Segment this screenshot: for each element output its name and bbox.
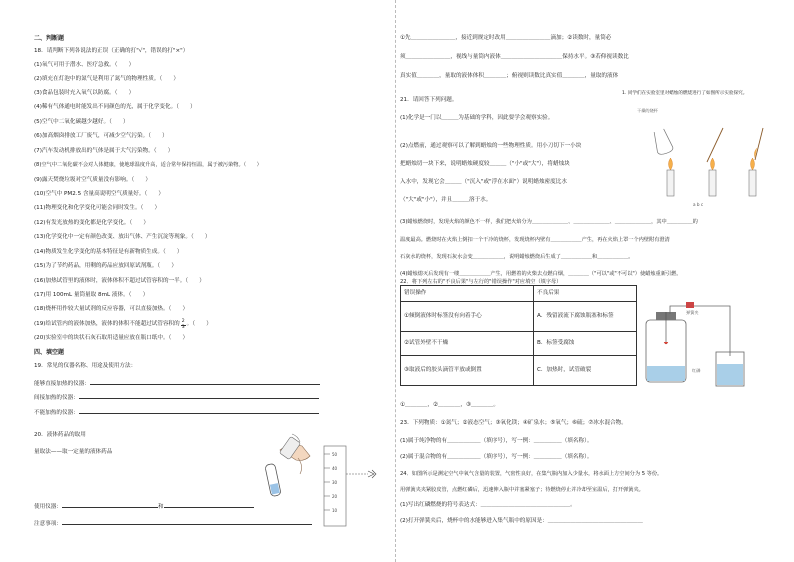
q18-item: (20)实验室中的块状石灰石取用适量应放在瓶口纸中。（ ） xyxy=(34,335,189,341)
q24-line: (2)打开弹簧夹后，烧杯中的水能够进入集气瓶中的原因是：＿＿＿＿＿＿＿＿＿＿＿＿＿＿＿＿＿ xyxy=(400,518,643,524)
q21-line: 把蜡烛切一块下来，说明蜡烛硬度较＿＿＿（"小"或"大"），将蜡烛块 xyxy=(400,161,570,167)
q19-line-direct xyxy=(34,379,320,388)
q18-item: (13)化学变化中一定有颜色改变、放出气体、产生沉淀等现象。（ ） xyxy=(34,234,211,240)
q21-stem: 21．请回答下列问题。 xyxy=(400,97,458,103)
spring-clip xyxy=(686,302,694,308)
q21-line: (4)蜡烛熄灭后发现有一缕＿＿＿＿＿＿产生，用燃着的火柴去点燃白烟，＿＿＿＿（"可以"或"不可以"）使蜡烛重新引燃。 xyxy=(400,271,682,277)
q20-continued-line: 真实值＿＿＿＿，量取的液体体积＿＿＿＿；俯视则读数比真实值＿＿＿＿，量取的液体 xyxy=(400,73,619,79)
fraction xyxy=(181,320,186,330)
flame-icon xyxy=(711,158,715,170)
q21-line: (1)化学是一门以＿＿＿为基础的学科，因此要学会观察实验。 xyxy=(400,115,554,121)
table-cell-result: B．标签受腐蚀 xyxy=(534,332,637,356)
q22-matching-table xyxy=(400,285,637,386)
q18-item: (5)空气中二氧化碳越少越好。（ ） xyxy=(34,119,129,125)
pouring-liquid-illustration xyxy=(262,430,317,500)
section-heading-fill: 四、填空题 xyxy=(34,349,65,356)
fraction-denominator: 3 xyxy=(181,324,185,330)
q18-item: (6)加高烟囱排放工厂废气，可减少空气污染。（ ） xyxy=(34,133,168,139)
q18-item: (17)用 100mL 量筒量取 8mL 液体。（ ） xyxy=(34,292,149,298)
q18-item: (4)稀有气体通电时能发出不同颜色的光，属于化学变化。（ ） xyxy=(34,104,196,110)
table-cell-operation: ③取液后的胶头滴管平放或倒置 xyxy=(401,356,534,386)
q23-line: (2)属于混合物的有＿＿＿＿＿＿（填序号），写一例：＿＿＿＿＿（填名称）。 xyxy=(400,454,593,460)
fraction-numerator: 2 xyxy=(181,319,185,324)
q18-item: (3)食品包装时充入氧气以防腐。（ ） xyxy=(34,90,135,96)
q18-item: (19)给试管内的液体加热，液体的体积不能超过试管容积的 xyxy=(34,321,180,328)
flame-icon xyxy=(669,158,673,170)
tick-label: 20 xyxy=(332,494,338,499)
q18-item: (10)空气中 PM2.5 含量高说明空气质量好。（ ） xyxy=(34,191,165,197)
table-cell-result: A．残留液流下腐蚀瓶塞和标签 xyxy=(534,302,637,332)
answer-blank[interactable] xyxy=(79,408,319,414)
table-cell-operation: ②试管外壁不干燥 xyxy=(401,332,534,356)
figure-sublabels: a b c xyxy=(693,202,704,207)
oxygen-measurement-apparatus xyxy=(640,300,750,392)
candle-2 xyxy=(709,170,716,196)
q18-item: (2)填充在灯泡中的氮气是利用了氮气的物理性质。（ ） xyxy=(34,76,179,82)
q21-line: （"大"或"小"），并且＿＿＿溶于水。 xyxy=(400,197,492,203)
answer-blank[interactable] xyxy=(62,502,158,508)
candle-3 xyxy=(749,170,756,196)
q21-line: 石灰水的烧杯，发现石灰水会变＿＿＿＿＿＿，说明蜡烛燃烧后生成了＿＿＿＿＿＿和＿＿＿＿＿＿。 xyxy=(400,254,634,260)
q20-sub: 量取法——取一定量的液体药品 xyxy=(34,449,113,455)
cylinder-body xyxy=(324,446,346,526)
q23-line: (1)属于纯净物的有＿＿＿＿＿＿（填序号），写一例：＿＿＿＿＿（填名称）。 xyxy=(400,438,593,444)
table-header: 错误操作 xyxy=(401,286,534,302)
graduated-cylinder-figure xyxy=(322,440,382,530)
table-header: 不良后果 xyxy=(534,286,637,302)
tick-label: 10 xyxy=(332,508,338,513)
candle-figure-caption: 1. 同学们在实验室里对蜡烛的燃烧进行了如图所示实验探究。 xyxy=(622,91,748,96)
q18-item: (12)有发光放热的变化都是化学变化。（ ） xyxy=(34,220,149,226)
tick-label: 50 xyxy=(332,452,338,457)
q20-and: 和 xyxy=(157,504,164,510)
section-heading-judgement: 二、判断题 xyxy=(34,35,65,42)
q22-answer: ①＿＿＿＿，②＿＿＿＿，③＿＿＿＿。 xyxy=(400,402,499,408)
q19-label: 不能加热的仪器： xyxy=(34,410,79,416)
flame-icon xyxy=(751,158,755,170)
q20-continued-line: ①先＿＿＿＿＿＿＿＿，接近到规定时改用＿＿＿＿＿＿＿＿滴加；②读数时，量筒必 xyxy=(400,35,612,41)
connecting-tube xyxy=(670,306,730,356)
q19-line-none xyxy=(34,408,319,417)
water-in-beaker xyxy=(717,364,743,385)
answer-blank[interactable] xyxy=(164,502,254,508)
fraction-tail: 。（ ） xyxy=(186,321,212,328)
answer-blank[interactable] xyxy=(79,393,319,399)
q18-item: (15)为了节约药品，用剩的药品应放回原试剂瓶。（ ） xyxy=(34,263,177,269)
q20-notes xyxy=(34,519,312,528)
candle-experiment-figure xyxy=(637,100,794,208)
eye-icon xyxy=(368,470,376,478)
q20-continued-line: 须＿＿＿＿＿＿＿＿，视线与量筒内液体＿＿＿＿＿＿＿＿＿＿＿保持水平。③若仰视读数比 xyxy=(400,54,629,60)
beaker-label: 干燥的烧杯 xyxy=(637,108,658,113)
q21-line: (3)蜡烛燃烧时，发现火焰的颜色不一样，我们把火焰分为＿＿＿＿＿＿＿、＿＿＿＿＿＿＿、＿＿＿＿＿＿＿，其中＿＿＿＿＿的 xyxy=(400,219,698,225)
tick-label: 40 xyxy=(332,466,338,471)
q18-stem: 18．请判断下列各说法的正误（正确的打"√"，错误的打"×"） xyxy=(34,48,189,54)
water-in-bottle xyxy=(647,366,685,381)
red-phosphorus-label: 红磷 xyxy=(692,368,701,373)
right-column xyxy=(397,0,794,562)
q18-item: (18)烧杯用作较大量试剂的反应容器，可以直接加热。（ ） xyxy=(34,306,189,312)
flame-icon xyxy=(664,342,668,344)
tick-label: 30 xyxy=(332,480,338,485)
q19-line-indirect xyxy=(34,393,319,402)
q21-line: (2)点燃前，通过观察可以了解到蜡烛的一些物理性质。用小刀切下一小块 xyxy=(400,143,582,149)
q18-item: (7)汽车发动机排放出的气体是属于大气污染物。（ ） xyxy=(34,148,174,154)
q23-stem: 23．下列物质：①氮气；②液态空气；③氧化镁；④矿泉水；⑤氧气；⑥硫；⑦冰水混合物。 xyxy=(400,420,627,426)
q18-item: (14)物质发生化学变化的基本特征是有新物质生成。（ ） xyxy=(34,249,183,255)
answer-blank[interactable] xyxy=(90,379,320,385)
q19-label: 间接加热的仪器： xyxy=(34,395,79,401)
q24-line: (1)写出红磷燃烧的符号表达式：＿＿＿＿＿＿＿＿＿＿＿＿＿＿＿＿。 xyxy=(400,502,576,508)
q21-line: 温度最高。燃烧时在火焰上倒扣一个干冷的烧杯，发现烧杯内壁有＿＿＿＿＿＿产生，再在火焰上罩一个内壁附有澄清 xyxy=(400,237,670,243)
q24-line: 用弹簧夹夹紧胶皮管，点燃红磷后，迅速伸入瓶中并塞紧塞子；待燃烧停止并冷却至室温后，打开弹簧夹。 xyxy=(400,487,644,493)
q18-item-fraction-line xyxy=(34,320,212,330)
q18-item: (8)空气中二氧化碳不会对人体健康，使地球温度升高，适合常年保持恒温，属于被污染物。（ ） xyxy=(34,162,262,168)
q18-item: (11)物理变化和化学变化可能会同时发生。（ ） xyxy=(34,205,161,211)
q20-label: 使用仪器： xyxy=(34,504,62,510)
q20-stem: 20．液体药品的取用 xyxy=(34,432,86,438)
q18-item: (1)氧气可用于潜水、医疗急救。（ ） xyxy=(34,62,135,68)
q20-label: 注意事项： xyxy=(34,521,62,527)
q21-line: 入水中，发现它会＿＿＿（"沉入"或"浮在水面"）说明蜡烛密度比水 xyxy=(400,179,567,185)
table-cell-operation: ①倾倒液体时标签没有向着手心 xyxy=(401,302,534,332)
answer-blank[interactable] xyxy=(62,519,312,525)
q20-instruments xyxy=(34,502,254,511)
q24-stem: 24．如图所示是测定空气中氧气含量的装置，气密性良好，在集气瓶内加入少量水，将水面上方空间分为 5 等份。 xyxy=(400,471,663,477)
q19-stem: 19．常见的仪器名称、用途及使用方法： xyxy=(34,363,137,369)
candle-1 xyxy=(667,170,674,196)
table-cell-result: C．加热时，试管破裂 xyxy=(534,356,637,386)
q18-item: (9)露天焚烧垃圾对空气质量没有影响。（ ） xyxy=(34,177,151,183)
clip-label: 弹簧夹 xyxy=(686,310,699,315)
q18-item: (16)加热试管里的液体时，液体体积不超过试管容积的一半。（ ） xyxy=(34,278,205,284)
q19-label: 能够直接加热的仪器： xyxy=(34,381,90,387)
q22-stem: 22．将下列左右的"不良后果"与左行的"错误操作"对应填空（填字母） xyxy=(400,279,562,285)
